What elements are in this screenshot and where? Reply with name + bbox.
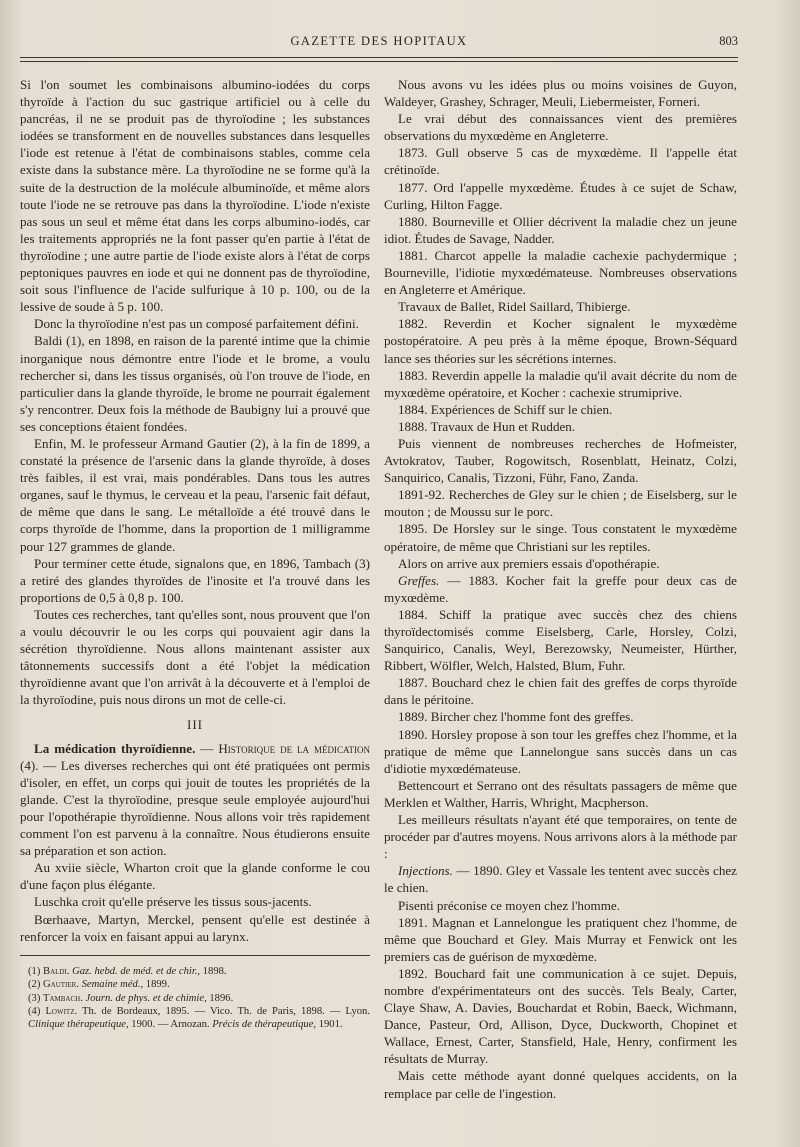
footnote-year: 1896.: [206, 992, 234, 1004]
paragraph: 1895. De Horsley sur le singe. Tous constatent le myxœdème opératoire, de même que Christiani sur les reptiles.: [384, 521, 737, 554]
footnote-source: Semaine méd.,: [78, 979, 144, 991]
paragraph: 1892. Bouchard fait une communication à ce sujet. Depuis, nombre d'expérimentateurs ont des succès. Tels Bealy, Carter, Claye Shaw, A. Davies, Bouchardat et Robin, Baeck, Wichmann, Dance, Pasteur, Ord, Allison, Dyce, Duckworth, Chopinet et Wallace, Ernest, Carter, Stansfield, Hale, Henry, confirment les résultats de Murray.: [384, 965, 737, 1067]
footnote-text: 1900. — Arnozan.: [128, 1019, 210, 1031]
paragraph: Bœrhaave, Martyn, Merckel, pensent qu'elle est destinée à renforcer la voix en faisant appui au larynx.: [20, 911, 370, 944]
paragraph: Les meilleurs résultats n'ayant été que temporaires, on tente de procéder par d'autres moyens. Nous arrivons alors à la méthode par :: [384, 812, 737, 862]
paragraph: Mais cette méthode ayant donné quelques accidents, on la remplace par celle de l'ingestion.: [384, 1068, 737, 1101]
paragraph: Au xviie siècle, Wharton croit que la glande conforme le cou d'une façon plus élégante.: [20, 860, 370, 893]
paragraph: 1881. Charcot appelle la maladie cachexie pachydermique ; Bourneville, l'idiotie myxœdémateuse. Nombreuses observations en Angleterre et Amérique.: [384, 247, 737, 298]
footnote-number: (2): [28, 979, 41, 991]
footnote-year: 1899.: [143, 979, 170, 991]
paragraph: Le vrai début des connaissances vient des premières observations du myxœdème en Angleterre.: [384, 111, 737, 144]
paragraph: Travaux de Ballet, Ridel Saillard, Thibierge.: [398, 299, 631, 315]
footnote-source: Précis de thérapeutique,: [209, 1019, 317, 1031]
footnote-author: Gautier.: [43, 979, 79, 991]
footnote-author: Baldi.: [43, 965, 70, 977]
paragraph: Luschka croit qu'elle préserve les tissus sous-jacents.: [34, 894, 312, 910]
paragraph: Alors on arrive aux premiers essais d'opothérapie.: [398, 555, 660, 571]
footnote-author: Tambach.: [43, 992, 83, 1004]
footnote-number: (1): [28, 965, 41, 977]
footnote-text: Th. de Bordeaux, 1895. — Vico. Th. de Paris, 1898. — Lyon.: [77, 1005, 370, 1017]
section-subtitle: — Historique de la médication (4).: [20, 740, 370, 773]
footnote-rule: [20, 955, 370, 956]
footnote-source: Gaz. hebd. de méd. et de chir.,: [69, 965, 201, 977]
section-paragraph: [20, 740, 370, 860]
footnote: [28, 992, 370, 1005]
paragraph: [384, 572, 737, 606]
left-column: [20, 76, 370, 1032]
footnote: [28, 1005, 370, 1032]
paragraph: 1889. Bircher chez l'homme font des greffes.: [398, 709, 634, 725]
header-rule-bottom: [20, 61, 738, 62]
paragraph: Nous avons vu les idées plus ou moins voisines de Guyon, Waldeyer, Grashey, Schrager, Meuli, Liebermeister, Forneri.: [384, 77, 737, 110]
footnote-year: 1898.: [200, 965, 227, 977]
right-column: [384, 76, 737, 1102]
paragraph: 1884. Schiff la pratique avec succès chez des chiens thyroïdectomisés comme Eiselsberg, Carle, Horsley, Colzi, Sanquirico, Canalis, Weyl, Berezowsky, Neumeister, Hürther, Ribbert, Wölfler, Welch, Halsted, Blum, Fuhr.: [384, 606, 737, 674]
paragraph: 1883. Reverdin appelle la maladie qu'il avait décrite du nom de myxœdème opératoire, et Kocher : cachexie strumiprive.: [384, 367, 737, 400]
paragraph: Pour terminer cette étude, signalons que, en 1896, Tambach (3) a retiré des glandes thyroïdes de l'inosite et l'a trouvé dans les proportions de 0,5 à 0,8 p. 100.: [20, 555, 370, 605]
footnote: [28, 978, 370, 991]
paragraph: 1882. Reverdin et Kocher signalent le myxœdème postopératoire. A peu près à la même époque, Brown-Séquard lance ses théories sur les sécrétions internes.: [384, 316, 737, 366]
paragraph-text: — Les diverses recherches qui ont été pratiquées ont permis d'isoler, en effet, un corps qui jouit de toutes les propriétés de la glande. C'est la thyroïodine, presque seule employée aujourd'hui pour l'opothérapie thyroïdienne. Nous allons voir très rapidement comment l'on est parvenu à la connaître. Nous étudierons ensuite sa préparation et son action.: [20, 757, 370, 859]
footnote-author: Lowitz.: [45, 1005, 78, 1017]
footnote-year: 1901.: [316, 1019, 343, 1031]
paragraph: Si l'on soumet les combinaisons albumino-iodées du corps thyroïde à l'action du suc gastrique artificiel ou à celle du pancréas, il ne se produit pas de thyroïodine ; les substances iodées se transforment en de nouvelles substances dans lesquelles l'iode est retenue à l'état de combinaisons stables, comme cela existe dans la substance mère. La thyroïodine ne se forme qu'à la suite de la destruction de la molécule albuminoïde, et même alors toute l'iode ne se retrouve pas dans la thyroïodine. L'iode n'existe pas sous un seul et même état dans les corps albumino-iodés, car les traitements appropriés ne la font passer qu'en partie à l'état de thyroïodine ; une autre partie de l'iode existe alors à l'état de corps peptoniques pauvres en iode et qui ne donnent pas de thyroïodine, soit sous l'influence de l'acide sulfurique à 10 p. 100, ou de la lessive de soude à 5 p. 100.: [20, 77, 370, 315]
footnote-source: Clinique thérapeutique,: [28, 1019, 129, 1031]
subsection-label: Greffes.: [398, 572, 440, 588]
paragraph: 1887. Bouchard chez le chien fait des greffes de corps thyroïde dans le péritoine.: [384, 675, 737, 708]
paragraph: Toutes ces recherches, tant qu'elles sont, nous prouvent que l'on a voulu découvrir le ou les corps qui pouvaient agir dans la sécrétion thyroïdienne. Nous allons maintenant assister aux tâtonnements successifs dont a été l'objet la médication thyroïdienne avant que l'on arrivât à la découverte et à l'emploi de la thyroïodine, puis nous dirons un mot de celle-ci.: [20, 606, 370, 708]
footnote-number: (3): [28, 992, 41, 1004]
paragraph: 1891-92. Recherches de Gley sur le chien ; de Eiselsberg, sur le mouton ; de Moussu sur le porc.: [384, 487, 737, 520]
paragraph: 1890. Horsley propose à son tour les greffes chez l'homme, et la pratique de même que Lannelongue sans succès dans un cas d'idiotie myxœdémateuse.: [384, 726, 737, 776]
paragraph: 1877. Ord l'appelle myxœdème. Études à ce sujet de Schaw, Curling, Hilton Fagge.: [384, 179, 737, 212]
paragraph-text: — 1890. Gley et Vassale les tentent avec succès chez le chien.: [384, 863, 737, 896]
subsection-label: Injections.: [398, 863, 453, 879]
paragraph: 1880. Bourneville et Ollier décrivent la maladie chez un jeune idiot. Études de Savage, Nadder.: [384, 213, 737, 246]
paragraph: 1891. Magnan et Lannelongue les pratiquent chez l'homme, de même que Bouchard et Gley. Mais Murray et Fenwick ont les premiers cas de guérison de myxœdème.: [384, 914, 737, 964]
paragraph: [384, 862, 737, 896]
paragraph: Puis viennent de nombreuses recherches de Hofmeister, Avtokratov, Tauber, Rogowitsch, Rosenblatt, Heinatz, Colzi, Sanquirico, Canalis, Tizzoni, Führ, Fano, Zanda.: [384, 435, 737, 486]
section-title: La médication thyroïdienne.: [34, 740, 196, 756]
journal-title: GAZETTE DES HOPITAUX: [290, 34, 468, 48]
paragraph: Bettencourt et Serrano ont des résultats passagers de même que Merklen et Walther, Harris, Whright, Macpherson.: [384, 777, 737, 810]
page-header: [20, 34, 738, 54]
footnote: [28, 965, 370, 978]
page-number: 803: [719, 34, 738, 48]
paragraph: 1873. Gull observe 5 cas de myxœdème. Il l'appelle état crétinoïde.: [384, 145, 737, 178]
paragraph: Baldi (1), en 1898, en raison de la parenté intime que la chimie inorganique nous démontre entre l'iode et le brome, a voulu rechercher si, dans les tissus organisés, où l'on trouve de l'iode, en particulier dans la glande thyroïde, le brome ne pourrait également s'y rencontrer. Deux fois la méthode de Baubigny lui a prouvé que ses conceptions étaient fondées.: [20, 333, 370, 434]
paragraph: 1884. Expériences de Schiff sur le chien.: [398, 401, 613, 417]
footnote-number: (4): [28, 1005, 41, 1017]
footnote-source: Journ. de phys. et de chimie,: [82, 992, 207, 1004]
header-rule-top: [20, 57, 738, 58]
paragraph-text: — 1883. Kocher fait la greffe pour deux cas de myxœdème.: [384, 572, 737, 605]
paragraph: Enfin, M. le professeur Armand Gautier (2), à la fin de 1899, a constaté la présence de l'arsenic dans la glande thyroïde, à doses très faibles, il est vrai, mais pondérables. Dans tous les autres organes, sauf le thymus, le cerveau et la peau, l'arsenic fait défaut, de même que dans le sang. Le métalloïde a été trouvé dans le corps thyroïde de l'homme, dans la proportion de 1 milligramme pour 127 grammes de glande.: [20, 435, 370, 554]
section-number: III: [186, 717, 204, 733]
footnotes: [20, 965, 370, 1032]
paragraph: Pisenti préconise ce moyen chez l'homme.: [398, 897, 620, 913]
paragraph: 1888. Travaux de Hun et Rudden.: [398, 418, 576, 434]
paragraph: Donc la thyroïodine n'est pas un composé parfaitement défini.: [34, 316, 359, 332]
